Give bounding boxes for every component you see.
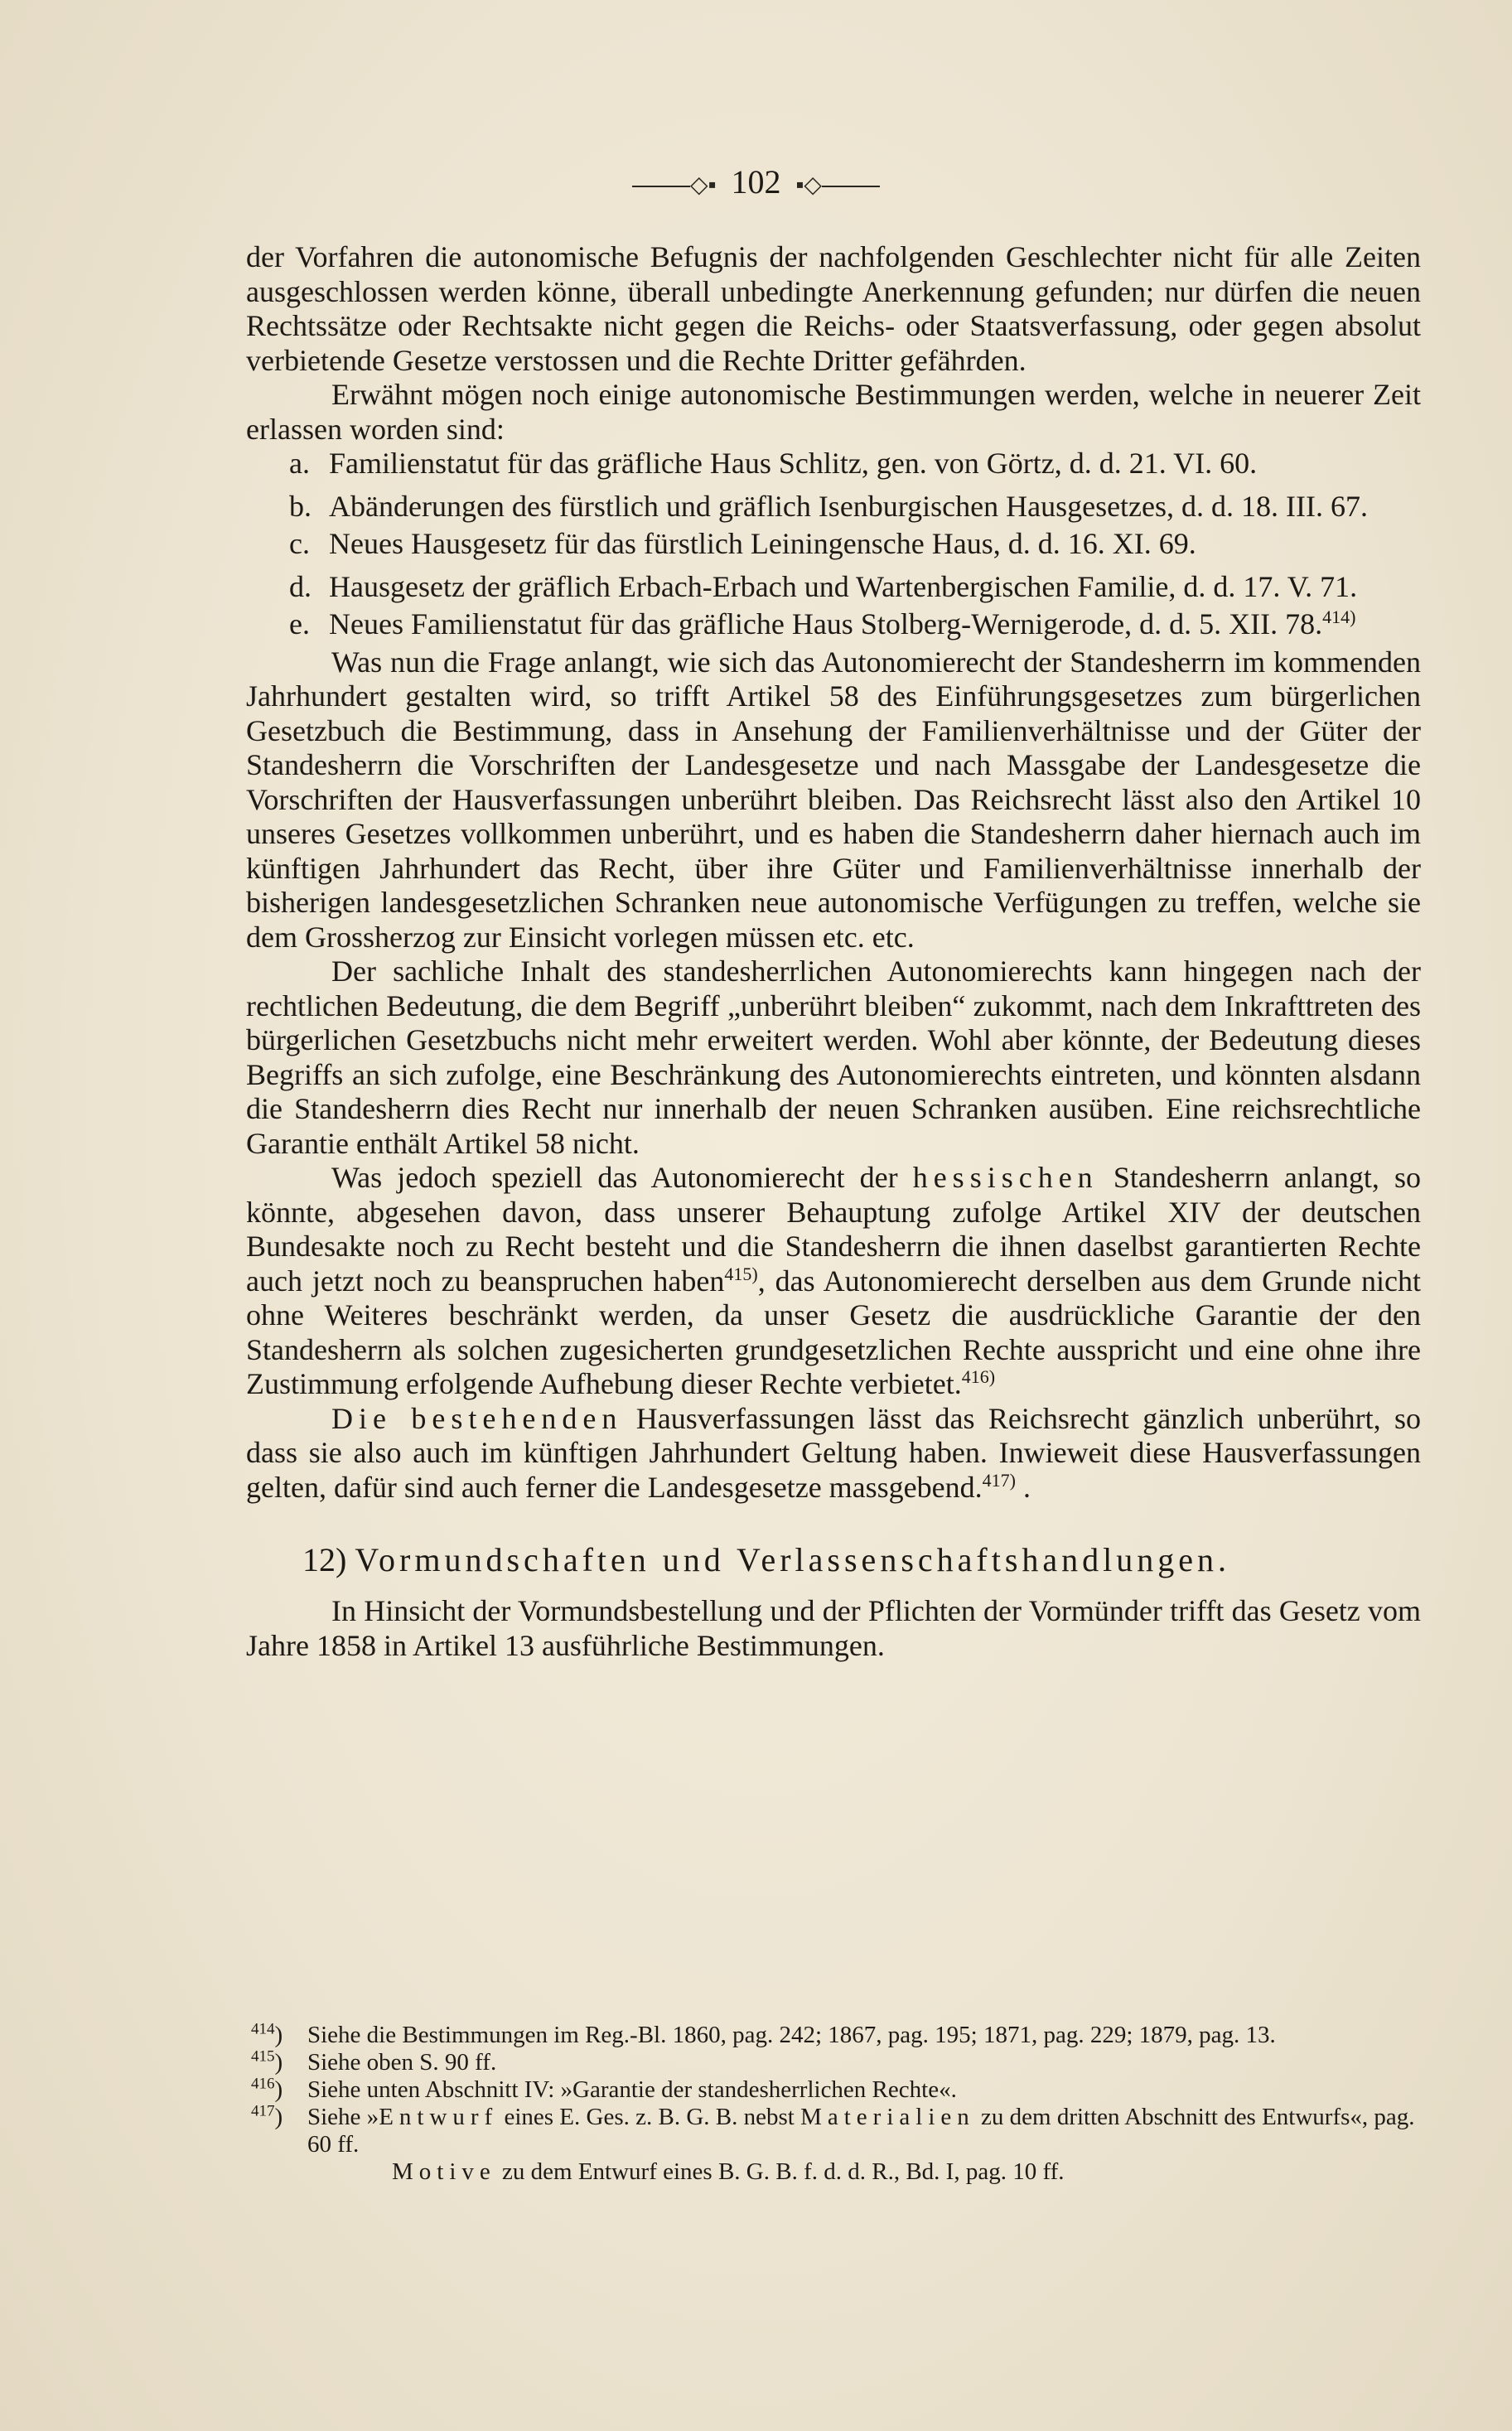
- section-number: 12): [302, 1541, 347, 1578]
- footnote-number: $^{415}$): [251, 2047, 283, 2076]
- footnote-ref-414: 414): [1322, 607, 1356, 627]
- paragraph-6-text: Hausverfassungen lässt das Reichsrecht gänzlich unberührt, so dass sie also auch im künftigen Jahrhundert Geltung haben. Inwieweit diese Hausverfassungen gelten, dafür sind auch ferner die Landesgesetze massgebend.: [246, 1401, 1421, 1504]
- list-label: e.: [289, 607, 310, 640]
- footnote-spaced-entwurf: Entwurf: [379, 2104, 499, 2130]
- list-item-a: [246, 447, 1421, 481]
- footnote-417: [251, 2104, 1421, 2158]
- paragraph-5: [246, 1161, 1421, 1402]
- list-item-c: [246, 527, 1421, 562]
- footnote-ref-415: 415): [724, 1263, 758, 1284]
- footnote-number: $^{416}$): [251, 2075, 283, 2103]
- footnote-text: Siehe oben S. 90 ff.: [307, 2049, 497, 2076]
- list-text: Neues Familienstatut für das gräfliche Haus Stolberg-Wernigerode, d. d. 5. XII. 78.: [329, 607, 1323, 640]
- section-title: Vormundschaften und Verlassenschaftshandlungen.: [355, 1541, 1231, 1578]
- list-item-e: [246, 607, 1421, 642]
- list-text: Abänderungen des fürstlich und gräflich Isenburgischen Hausgesetzes, d. d. 18. III. 67.: [329, 489, 1368, 523]
- list-label: d.: [289, 569, 312, 603]
- list-text: Hausgesetz der gräflich Erbach-Erbach und Wartenbergischen Familie, d. d. 17. V. 71.: [329, 569, 1358, 603]
- main-text: [246, 240, 1421, 1663]
- paragraph-6: [246, 1402, 1421, 1505]
- footnote-number: $^{417}$): [251, 2102, 283, 2130]
- footnotes: [251, 2022, 1421, 2186]
- list-label: b.: [289, 489, 312, 523]
- list-label: c.: [289, 527, 310, 560]
- page-header: [0, 157, 1512, 210]
- enumerated-list: [246, 447, 1421, 642]
- list-text: Neues Hausgesetz für das fürstlich Leiningensche Haus, d. d. 16. XI. 69.: [329, 527, 1196, 560]
- footnote-spaced-materialien: Materialien: [800, 2104, 975, 2130]
- paragraph-1: der Vorfahren die autonomische Befugnis der nachfolgenden Geschlechter nicht für alle Zeiten ausgeschlossen werden könne, überall unbedingte Anerkennung gefunden; nur dürfen die neuen Rechtssätze oder Rechtsakte nicht gegen die Reichs- oder Staatsverfassung, oder gegen absolut verbietende Gesetze verstossen und die Rechte Dritter gefährden.: [246, 240, 1421, 377]
- footnote-text-c: zu dem dritten Abschnitt des Entwurfs«, pag. 60 ff.: [307, 2104, 1415, 2158]
- paragraph-5-part-b: Standesherrn anlangt, so könnte, abgesehen davon, dass unserer Behauptung zufolge Artikel XIV der deutschen Bundesakte noch zu Recht besteht und die Standesherrn die ihnen daselbst garantierten Rechte auch jetzt noch zu beanspruchen haben: [246, 1161, 1421, 1298]
- header-ornament-right: ▪◇: [781, 161, 887, 210]
- list-text: Familienstatut für das gräfliche Haus Schlitz, gen. von Görtz, d. d. 21. VI. 60.: [329, 447, 1258, 480]
- footnote-text-a: Siehe »: [307, 2104, 379, 2130]
- footnote-text: Siehe die Bestimmungen im Reg.-Bl. 1860, pag. 242; 1867, pag. 195; 1871, pag. 229; 1879, pag. 13.: [307, 2022, 1276, 2048]
- list-item-b: [246, 490, 1421, 524]
- spaced-word-hessischen: hessischen: [912, 1161, 1099, 1194]
- list-label: a.: [289, 447, 310, 480]
- footnote-spaced-motive: Motive: [392, 2158, 496, 2185]
- paragraph-5-part-a: Was jedoch speziell das Autonomierecht der: [331, 1161, 898, 1194]
- footnote-cont-text: zu dem Entwurf eines B. G. B. f. d. d. R., Bd. I, pag. 10 ff.: [495, 2158, 1065, 2185]
- spaced-words-die-bestehenden: Die bestehenden: [331, 1401, 623, 1435]
- footnote-416: [251, 2076, 1421, 2104]
- paragraph-4: Der sachliche Inhalt des standesherrlichen Autonomierechts kann hingegen nach der rechtlichen Bedeutung, die dem Begriff „unberührt bleiben“ zukommt, nach dem Inkrafttreten des bürgerlichen Gesetzbuchs nicht mehr erweitert werden. Wohl aber könnte, der Bedeutung dieses Begriffs an sich zufolge, eine Beschränkung des Autonomierechts eintreten, und könnten alsdann die Standesherrn dies Recht nur innerhalb der neuen Schranken ausüben. Eine reichsrechtliche Garantie enthält Artikel 58 nicht.: [246, 955, 1421, 1160]
- footnote-ref-417: 417): [982, 1469, 1016, 1491]
- paragraph-6-end: .: [1015, 1470, 1031, 1504]
- paragraph-5-part-c: , das Autonomierecht derselben aus dem Grunde nicht ohne Weiteres beschränkt werden, da unser Gesetz die ausdrückliche Garantie der den Standesherrn als solchen zugesicherten grundgesetzlichen Rechte ausspricht und eine ohne ihre Zustimmung erfolgende Aufhebung dieser Rechte verbietet.: [246, 1264, 1421, 1400]
- section-heading: [246, 1539, 1421, 1581]
- page-number: 102: [731, 163, 781, 201]
- footnote-417-continuation: [251, 2158, 1421, 2186]
- footnote-text: Siehe unten Abschnitt IV: »Garantie der standesherrlichen Rechte«.: [307, 2076, 957, 2103]
- footnote-415: [251, 2049, 1421, 2076]
- paragraph-7: In Hinsicht der Vormundsbestellung und der Pflichten der Vormünder trifft das Gesetz vom Jahre 1858 in Artikel 13 ausführliche Bestimmungen.: [246, 1594, 1421, 1662]
- footnote-414: [251, 2022, 1421, 2049]
- list-item-d: [246, 570, 1421, 605]
- header-ornament-left: ◇▪: [626, 161, 732, 210]
- footnote-number: $^{414}$): [251, 2020, 283, 2048]
- footnote-ref-416: 416): [961, 1366, 996, 1387]
- footnote-text-b: eines E. Ges. z. B. G. B. nebst: [498, 2104, 801, 2130]
- paragraph-3: Was nun die Frage anlangt, wie sich das Autonomierecht der Standesherrn im kommenden Jahrhundert gestalten wird, so trifft Artikel 58 des Einführungsgesetzes zum bürgerlichen Gesetzbuch die Bestimmung, dass in Ansehung der Familienverhältnisse und der Güter der Standesherrn die Vorschriften der Landesgesetze und nach Massgabe der Landesgesetze die Vorschriften der Hausverfassungen unberührt bleiben. Das Reichsrecht lässt also den Artikel 10 unseres Gesetzes vollkommen unberührt, und es haben die Standesherrn daher hiernach auch im künftigen Jahrhundert das Recht, über ihre Güter und Familienverhältnisse innerhalb der bisherigen landesgesetzlichen Schranken neue autonomische Verfügungen zu treffen, welche sie dem Grossherzog zur Einsicht vorlegen müssen etc. etc.: [246, 645, 1421, 954]
- paragraph-2: Erwähnt mögen noch einige autonomische Bestimmungen werden, welche in neuerer Zeit erlassen worden sind:: [246, 378, 1421, 446]
